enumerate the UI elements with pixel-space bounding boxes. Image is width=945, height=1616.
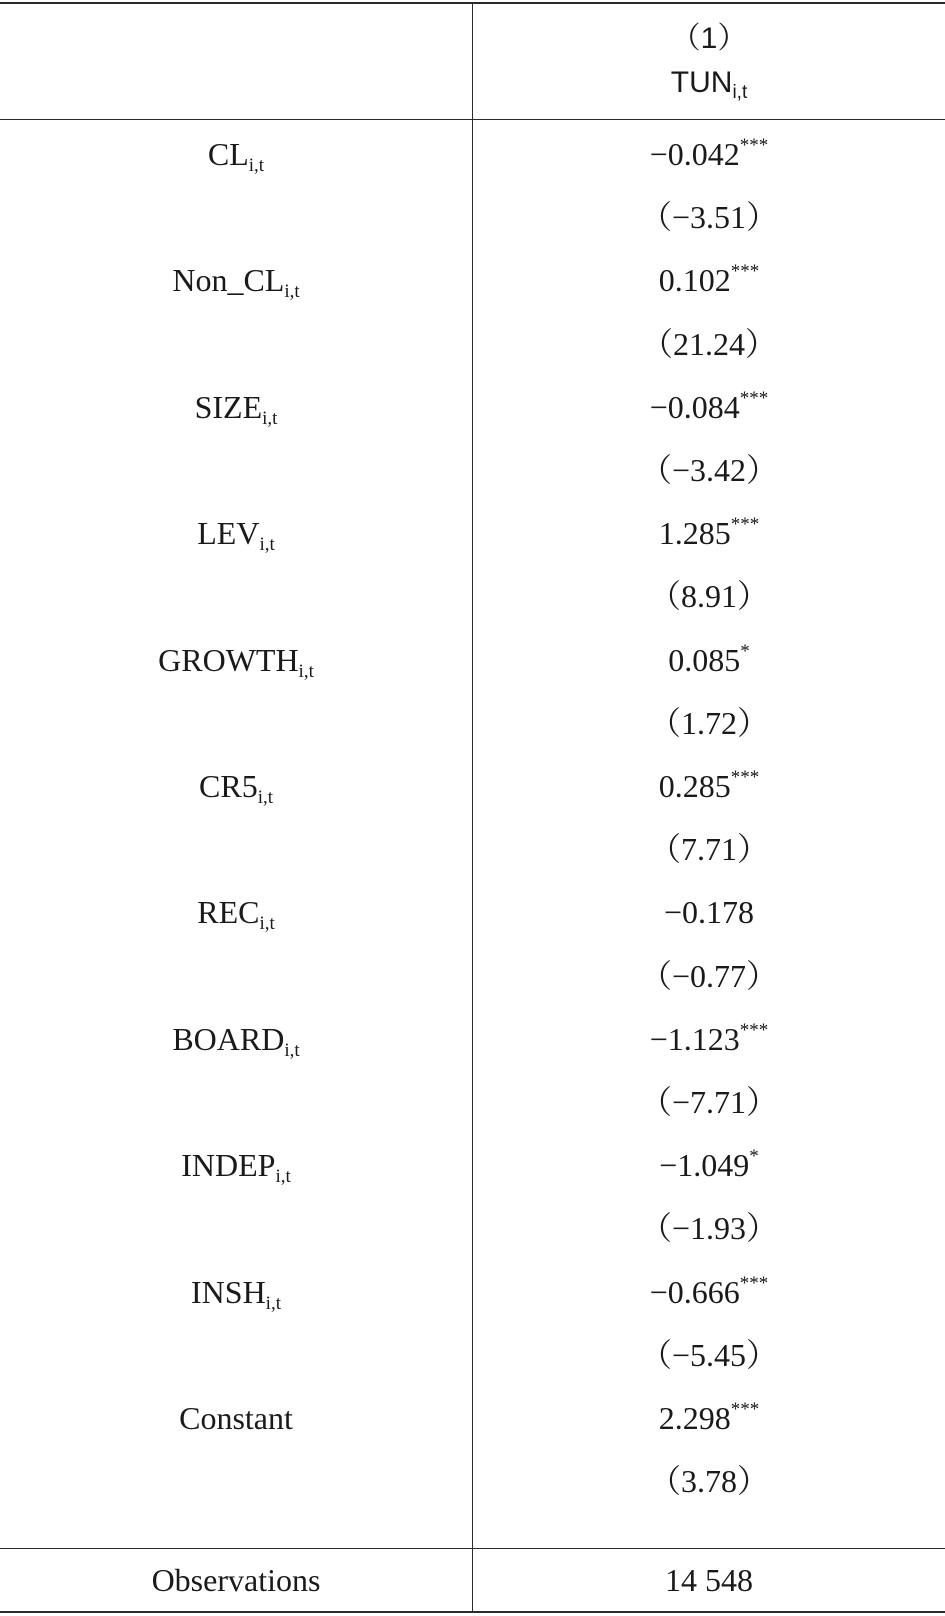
coefficient-value: −0.178 [663,894,755,931]
variable-label [0,628,472,693]
variable-name: LEV [197,515,260,552]
variable-label [0,1260,472,1325]
t-statistic: （−3.42） [639,452,779,488]
significance-stars: *** [730,767,760,788]
significance-stars: * [740,640,750,662]
variable-subscript: i,t [298,660,314,682]
variable-label [0,1386,472,1451]
table-header [473,4,945,118]
variable-name: GROWTH [158,641,299,678]
coefficient-value: 2.298 [658,1400,731,1436]
significance-stars: *** [730,261,760,283]
variable-subscript: i,t [284,1039,300,1061]
t-statistic: （8.91） [648,578,769,615]
coefficient-value: −0.666 [649,1273,740,1310]
observations-label: Observations [151,1562,321,1598]
coefficient-cell [473,375,945,440]
variable-label [0,754,472,819]
variable-subscript: i,t [259,534,275,556]
coefficient-cell [473,1133,945,1198]
t-statistic: （−5.45） [639,1336,779,1373]
variable-subscript: i,t [265,1292,281,1314]
t-statistic: （1.72） [648,704,769,741]
coefficient-cell [473,248,945,313]
variable-name: CR5 [199,768,258,804]
coefficient-cell [473,501,945,566]
significance-stars: *** [739,387,769,409]
coefficient-value: −0.042 [649,136,740,172]
variable-subscript: i,t [259,913,275,935]
coefficient-cell [473,628,945,693]
variable-name: INSH [191,1273,266,1310]
variable-label [0,248,472,313]
variable-label [0,375,472,440]
variable-label [0,1007,472,1072]
variable-label [0,122,472,187]
dependent-variable: $TUN_{i,t}$ [670,66,748,103]
variable-label [0,1133,472,1198]
coefficient-cell [473,1007,945,1072]
variable-subscript: i,t [284,281,300,303]
significance-stars: * [749,1146,759,1168]
coefficient-cell [473,1260,945,1325]
bottom-rule [0,1611,945,1613]
observations-value: 14 548 [665,1562,753,1598]
coefficient-value: 0.285 [658,768,731,804]
variable-subscript: i,t [257,787,273,808]
variable-label [0,880,472,945]
variable-name: CL [207,136,249,172]
t-statistic: （−7.71） [639,1084,779,1120]
coefficient-cell [473,880,945,945]
coefficient-value: −1.123 [649,1020,740,1057]
variable-subscript: i,t [262,407,278,429]
coefficient-cell [473,754,945,819]
significance-stars: *** [739,135,769,156]
variable-name: REC [197,894,260,931]
variable-name: Constant [179,1400,293,1436]
t-statistic: （−0.77） [639,957,779,994]
t-statistic: （−3.51） [639,199,779,236]
t-statistic: （−1.93） [639,1210,779,1247]
coefficient-value: 0.085 [668,641,741,678]
variable-subscript: i,t [275,1166,291,1188]
t-statistic: （21.24） [640,325,777,362]
significance-stars: *** [730,1399,760,1420]
column-number: （1） [670,22,748,55]
coefficient-value: 0.102 [658,262,731,299]
variable-name: SIZE [194,388,263,425]
t-statistic: （7.71） [648,831,769,868]
significance-stars: *** [730,514,760,536]
coefficient-value: 1.285 [658,515,731,552]
variable-label [0,501,472,566]
variable-subscript: i,t [248,155,265,176]
variable-name: INDEP [181,1147,276,1184]
variable-name: Non_CL [172,262,285,299]
t-statistic: （3.78） [648,1463,769,1500]
coefficient-cell [473,122,945,187]
coefficient-value: −0.084 [649,388,740,425]
variable-name: BOARD [172,1020,285,1057]
coefficient-cell [473,1386,945,1451]
coefficient-value: −1.049 [659,1147,750,1184]
significance-stars: *** [739,1019,769,1041]
significance-stars: *** [739,1272,769,1294]
